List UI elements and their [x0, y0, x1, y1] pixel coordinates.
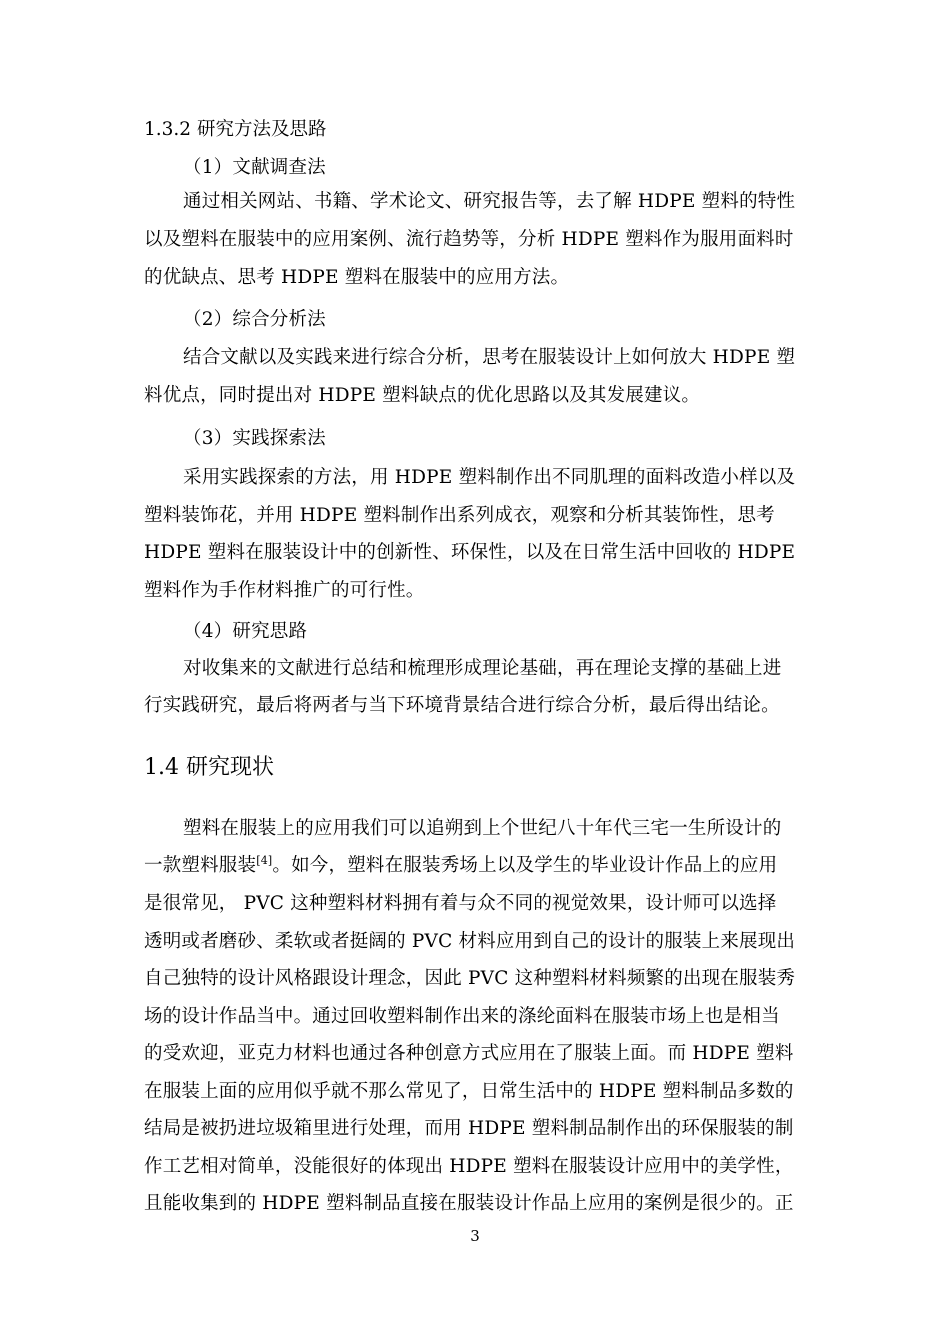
method-title: （4）研究思路 [183, 621, 308, 642]
paragraph-line: 塑料作为手作材料推广的可行性。 [144, 580, 425, 601]
paragraph-line: 行实践研究，最后将两者与当下环境背景结合进行综合分析，最后得出结论。 [144, 695, 780, 716]
page-number: 3 [470, 1227, 480, 1245]
paragraph-line: 透明或者磨砂、柔软或者挺阔的 PVC 材料应用到自己的设计的服装上来展现出 [144, 931, 796, 952]
paragraph-text: 一款塑料服装 [144, 855, 257, 876]
paragraph-line: 塑料在服装上的应用我们可以追朔到上个世纪八十年代三宅一生所设计的 [183, 818, 782, 839]
paragraph-line: 是很常见， PVC 这种塑料材料拥有着与众不同的视觉效果，设计师可以选择 [144, 893, 777, 914]
paragraph-line: 场的设计作品当中。通过回收塑料制作出来的涤纶面料在服装市场上也是相当 [144, 1006, 780, 1027]
method-title: （2）综合分析法 [183, 309, 326, 330]
paragraph-line: 对收集来的文献进行总结和梳理形成理论基础，再在理论支撑的基础上进 [183, 658, 782, 679]
paragraph-line: 在服装上面的应用似乎就不那么常见了，日常生活中的 HDPE 塑料制品多数的 [144, 1081, 794, 1102]
section-heading-1-3-2: 1.3.2 研究方法及思路 [144, 119, 327, 140]
paragraph-line-with-citation [144, 854, 777, 878]
method-title: （1）文献调查法 [183, 157, 326, 178]
paragraph-line: 通过相关网站、书籍、学术论文、研究报告等，去了解 HDPE 塑料的特性 [183, 191, 796, 212]
paragraph-line: 结局是被扔进垃圾箱里进行处理，而用 HDPE 塑料制品制作出的环保服装的制 [144, 1118, 794, 1139]
section-heading-1-4: 1.4 研究现状 [144, 755, 274, 780]
paragraph-line: 作工艺相对简单，没能很好的体现出 HDPE 塑料在服装设计应用中的美学性， [144, 1156, 794, 1177]
paragraph-line: 自己独特的设计风格跟设计理念，因此 PVC 这种塑料材料频繁的出现在服装秀 [144, 968, 796, 989]
citation-reference: [4] [256, 854, 273, 867]
paragraph-line: HDPE 塑料在服装设计中的创新性、环保性，以及在日常生活中回收的 HDPE [144, 542, 796, 563]
paragraph-line: 的优缺点、思考 HDPE 塑料在服装中的应用方法。 [144, 267, 570, 288]
paragraph-line: 塑料装饰花，并用 HDPE 塑料制作出系列成衣，观察和分析其装饰性，思考 [144, 505, 775, 526]
paragraph-line: 以及塑料在服装中的应用案例、流行趋势等，分析 HDPE 塑料作为服用面料时 [144, 229, 794, 250]
paragraph-line: 的受欢迎，亚克力材料也通过各种创意方式应用在了服装上面。而 HDPE 塑料 [144, 1043, 794, 1064]
paragraph-line: 且能收集到的 HDPE 塑料制品直接在服装设计作品上应用的案例是很少的。正 [144, 1193, 794, 1214]
paragraph-text: 。如今，塑料在服装秀场上以及学生的毕业设计作品上的应用 [272, 855, 778, 876]
paragraph-line: 料优点，同时提出对 HDPE 塑料缺点的优化思路以及其发展建议。 [144, 385, 701, 406]
method-title: （3）实践探索法 [183, 428, 326, 449]
paragraph-line: 结合文献以及实践来进行综合分析，思考在服装设计上如何放大 HDPE 塑 [183, 347, 796, 368]
paragraph-line: 采用实践探索的方法，用 HDPE 塑料制作出不同肌理的面料改造小样以及 [183, 467, 796, 488]
